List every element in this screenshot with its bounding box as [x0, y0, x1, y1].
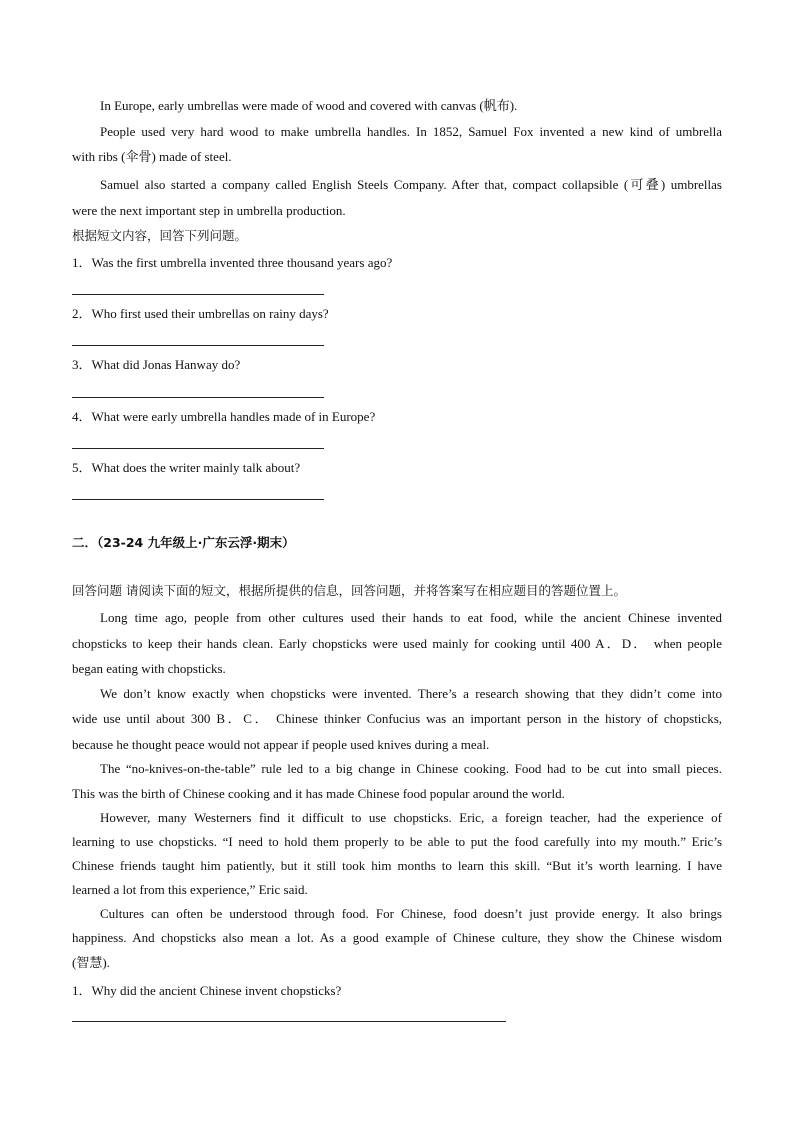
passage2-line: (智慧).: [72, 955, 110, 970]
question-item: 4．What were early umbrella handles made of in Europe?: [72, 409, 376, 424]
passage2-line: However, many Westerners find it difficult to use chopsticks. Eric, a foreign teacher, had the experience of: [100, 810, 722, 825]
passage2-line: This was the birth of Chinese cooking and it has made Chinese food popular around the world.: [72, 786, 565, 801]
passage2-line: The “no-knives-on-the-table” rule led to a big change in Chinese cooking. Food had to be cut into small pieces.: [100, 761, 722, 776]
passage1-line: People used very hard wood to make umbrella handles. In 1852, Samuel Fox invented a new kind of umbrella: [100, 124, 722, 139]
answer-line[interactable]: [72, 448, 324, 449]
answer-line[interactable]: [72, 397, 324, 398]
passage1-line: In Europe, early umbrellas were made of wood and covered with canvas (帆布).: [100, 98, 518, 113]
passage1-line: Samuel also started a company called English Steels Company. After that, compact collapsible (可叠) umbrellas: [100, 177, 722, 192]
question-item: 2．Who first used their umbrellas on rainy days?: [72, 306, 329, 321]
passage1-line: with ribs (伞骨) made of steel.: [72, 149, 232, 164]
question-item: 3．What did Jonas Hanway do?: [72, 357, 241, 372]
section2-instruction: 回答问题 请阅读下面的短文，根据所提供的信息，回答问题，并将答案写在相应题目的答题位置上。: [72, 583, 626, 598]
passage2-line: We don’t know exactly when chopsticks were invented. There’s a research showing that they didn’t come into: [100, 686, 722, 701]
passage2-line: learning to use chopsticks. “I need to hold them properly to be able to put the food carefully into my mouth.” Eric’s: [72, 834, 722, 849]
passage2-line: learned a lot from this experience,” Eric said.: [72, 882, 308, 897]
section2-heading: 二．（23-24 九年级上·广东云浮·期末）: [72, 535, 295, 550]
passage2-line: chopsticks to keep their hands clean. Early chopsticks were used mainly for cooking until 400 A．D． when people: [72, 636, 722, 651]
passage2-line: Long time ago, people from other cultures used their hands to eat food, while the ancient Chinese invented: [100, 610, 722, 625]
answer-line[interactable]: [72, 294, 324, 295]
question-item: 1．Why did the ancient Chinese invent chopsticks?: [72, 983, 342, 998]
passage2-line: Chinese friends taught him patiently, but it still took him months to learn this skill. “But it’s worth learning. I have: [72, 858, 722, 873]
passage1-line: were the next important step in umbrella production.: [72, 203, 346, 218]
question-item: 1．Was the first umbrella invented three thousand years ago?: [72, 255, 393, 270]
answer-line[interactable]: [72, 1021, 506, 1022]
passage2-line: wide use until about 300 B．C． Chinese thinker Confucius was an important person in the history of chopsticks,: [72, 711, 722, 726]
question-item: 5．What does the writer mainly talk about?: [72, 460, 301, 475]
answer-line[interactable]: [72, 345, 324, 346]
passage2-line: began eating with chopsticks.: [72, 661, 226, 676]
passage2-line: happiness. And chopsticks also mean a lot. As a good example of Chinese culture, they show the Chinese wisdom: [72, 930, 722, 945]
passage2-line: because he thought peace would not appear if people used knives during a meal.: [72, 737, 490, 752]
answer-line[interactable]: [72, 499, 324, 500]
section1-instruction: 根据短文内容，回答下列问题。: [72, 228, 248, 243]
passage2-line: Cultures can often be understood through food. For Chinese, food doesn’t just provide energy. It also brings: [100, 906, 722, 921]
